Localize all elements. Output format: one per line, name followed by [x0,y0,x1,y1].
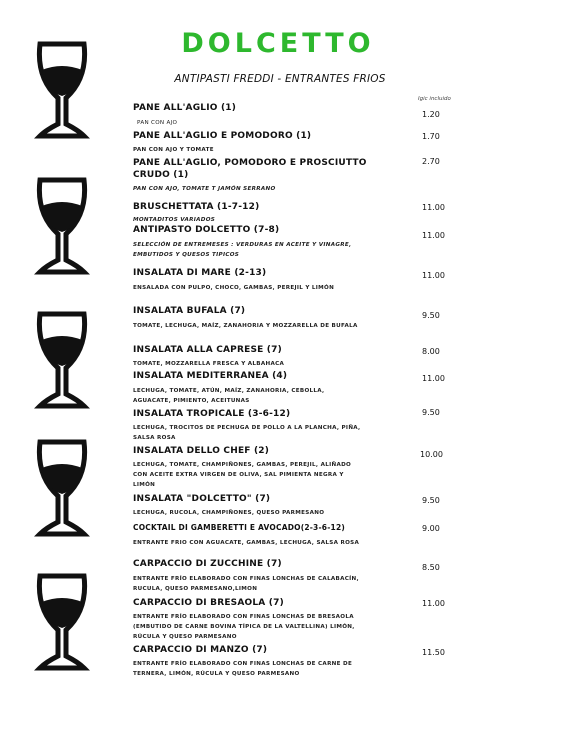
item-description: MONTADITOS VARIADOS [133,217,216,223]
item-description: PAN CON AJO Y TOMATE [133,147,214,153]
item-name: INSALATA BUFALA (7) [133,306,246,316]
item-price: 9.50 [422,408,440,417]
item-description: ENSALADA CON PULPO, CHOCO, GAMBAS, PEREJIL Y LIMÓN [133,285,335,291]
item-description: PAN CON AJO [137,120,178,126]
item-description: LECHUGA, RUCOLA, CHAMPIÑONES, QUESO PARMESANO [133,510,325,516]
item-price: 2.70 [422,157,440,166]
item-name: INSALATA "DOLCETTO" (7) [133,494,271,504]
item-name: PANE ALL'AGLIO, POMODORO E PROSCIUTTO CRUDO (1) [133,158,367,180]
item-description: ENTRANTE FRÍO ELABORADO CON FINAS LONCHAS DE CALABACÍN, RUCULA, QUESO PARMESANO,LIMON [133,576,359,592]
item-price: 8.50 [422,563,440,572]
item-description: LECHUGA, TROCITOS DE PECHUGA DE POLLO A LA PLANCHA, PIÑA, SALSA ROSA [133,425,361,441]
item-name: PANE ALL'AGLIO E POMODORO (1) [133,131,312,141]
item-name: INSALATA DELLO CHEF (2) [133,446,270,456]
item-price: 11.00 [422,203,445,212]
item-description: SELECCIÓN DE ENTREMESES : VERDURAS EN ACEITE Y VINAGRE, EMBUTIDOS Y QUESOS TIPICOS [133,242,352,258]
wine-glass-icon [34,572,90,672]
wine-glass-icon [34,310,90,410]
wine-glass-icon [34,438,90,538]
item-price: 9.50 [422,311,440,320]
item-name: CARPACCIO DI MANZO (7) [133,645,268,655]
item-price: 1.20 [422,110,440,119]
item-description: TOMATE, LECHUGA, MAÍZ, ZANAHORIA Y MOZZARELLA DE BUFALA [133,323,358,329]
item-price: 11.50 [422,648,445,657]
item-price: 11.00 [422,231,445,240]
item-name: INSALATA TROPICALE (3-6-12) [133,409,291,419]
wine-glass-icon [34,176,90,276]
item-name: BRUSCHETTATA (1-7-12) [133,202,260,212]
item-name: PANE ALL'AGLIO (1) [133,103,237,113]
item-price: 11.00 [422,374,445,383]
restaurant-title: DOLCETTO [181,28,375,59]
item-description: LECHUGA, TOMATE, ATÚN, MAÍZ, ZANAHORIA, CEBOLLA, AGUACATE, PIMIENTO, ACEITUNAS [133,388,325,404]
item-price: 11.00 [422,271,445,280]
item-name: ANTIPASTO DOLCETTO (7-8) [133,225,280,235]
item-name: CARPACCIO DI BRESAOLA (7) [133,598,284,608]
item-description: ENTRANTE FRÍO ELABORADO CON FINAS LONCHAS DE BRESAOLA (EMBUTIDO DE CARNE BOVINA TÍPICA DE LA VALTELLINA) LIMÓN, RÚCULA Y QUESO PARMESANO [133,614,355,640]
item-description: ENTRANTE FRÍO ELABORADO CON FINAS LONCHAS DE CARNE DE TERNERA, LIMÓN, RÚCULA Y QUESO PARMESANO [133,661,353,677]
item-description: TOMATE, MOZZARELLA FRESCA Y ALBAHACA [133,361,285,367]
section-subtitle: ANTIPASTI FREDDI - ENTRANTES FRIOS [174,73,386,85]
item-description: PAN CON AJO, TOMATE T JAMÓN SERRANO [133,186,276,192]
item-price: 9.50 [422,496,440,505]
item-price: 11.00 [422,599,445,608]
item-name: CARPACCIO DI ZUCCHINE (7) [133,559,282,569]
item-price: 8.00 [422,347,440,356]
item-description: ENTRANTE FRIO CON AGUACATE, GAMBAS, LECHUGA, SALSA ROSA [133,540,360,546]
item-price: 9.00 [422,524,440,533]
tax-note: Igic incluido [418,96,451,102]
item-name: INSALATA DI MARE (2-13) [133,268,267,278]
item-price: 1.70 [422,132,440,141]
item-description: LECHUGA, TOMATE, CHAMPIÑONES, GAMBAS, PEREJIL, ALIÑADO CON ACEITE EXTRA VIRGEN DE OLIVA, SAL PIMIENTA NEGRA Y LIMÓN [133,462,352,488]
wine-glass-icon [34,40,90,140]
item-price: 10.00 [420,450,443,459]
item-name: COCKTAIL DI GAMBERETTI E AVOCADO(2-3-6-12) [133,523,345,532]
item-name: INSALATA ALLA CAPRESE (7) [133,345,282,355]
item-name: INSALATA MEDITERRANEA (4) [133,371,288,381]
